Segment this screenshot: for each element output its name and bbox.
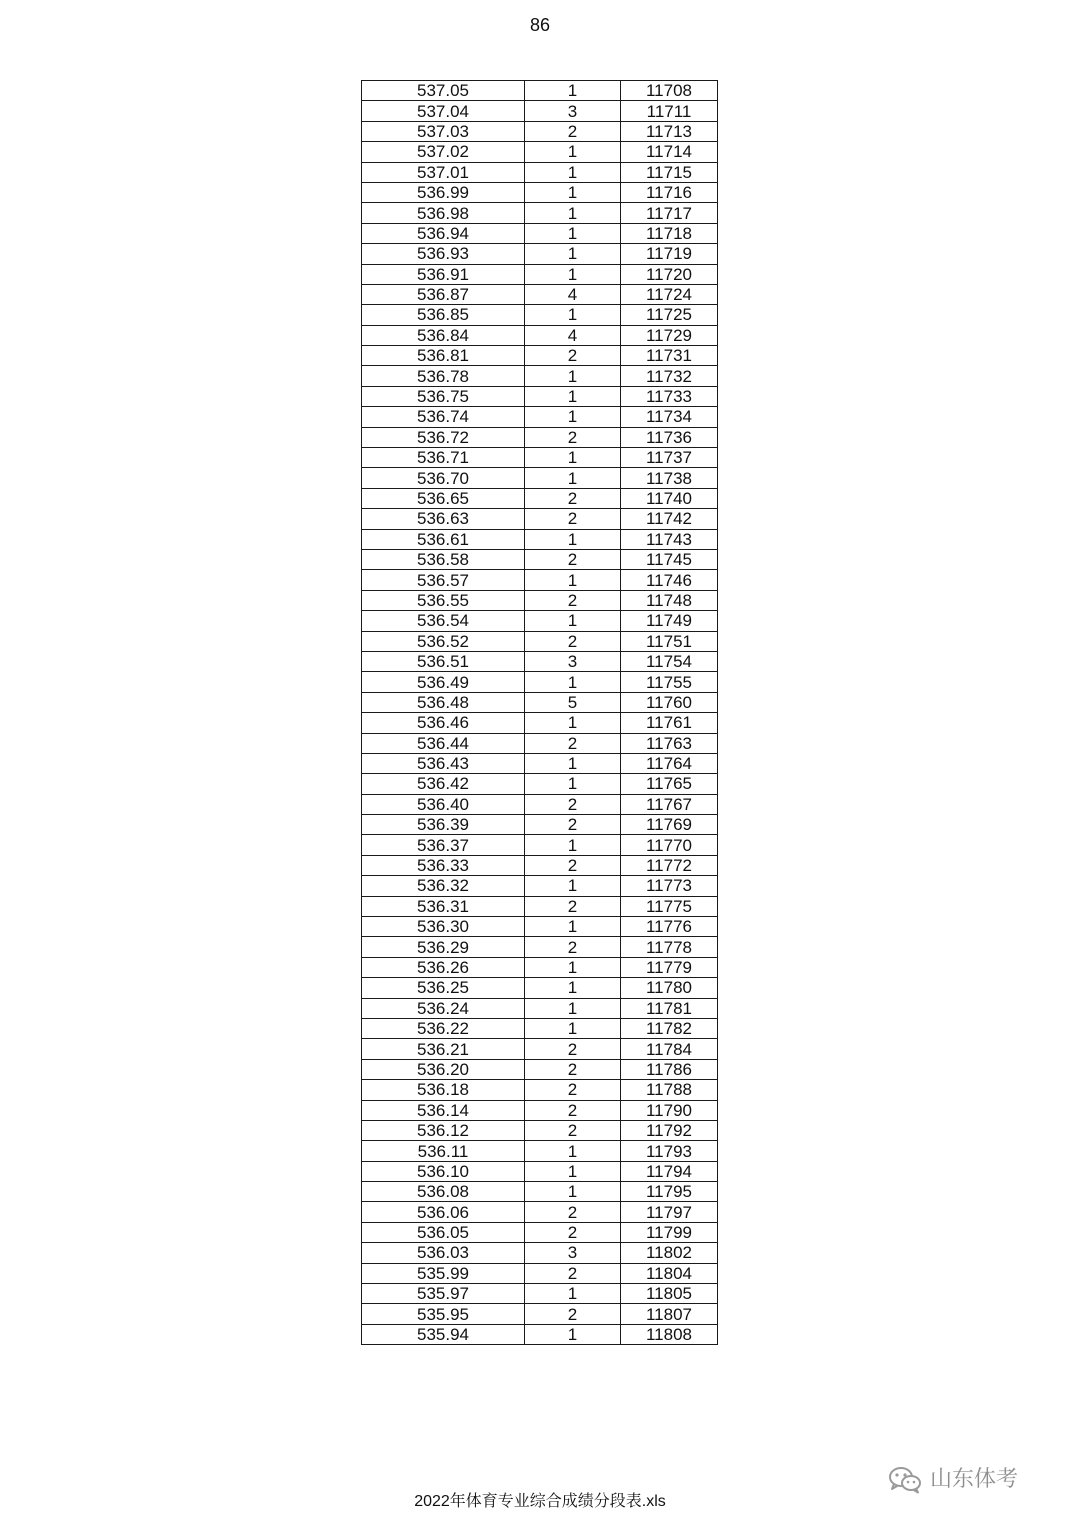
score-cell: 536.84 — [362, 325, 525, 345]
table-row — [362, 876, 718, 896]
table-row — [362, 570, 718, 590]
table-row — [362, 774, 718, 794]
table-row — [362, 1039, 718, 1059]
count-cell: 2 — [525, 1100, 621, 1120]
count-cell: 2 — [525, 590, 621, 610]
score-cell: 536.65 — [362, 488, 525, 508]
score-cell: 536.74 — [362, 407, 525, 427]
page-number: 86 — [529, 15, 551, 35]
table-row — [362, 448, 718, 468]
cumulative-cell: 11794 — [621, 1161, 718, 1181]
cumulative-cell: 11786 — [621, 1059, 718, 1079]
cumulative-cell: 11717 — [621, 203, 718, 223]
cumulative-cell: 11764 — [621, 753, 718, 773]
cumulative-cell: 11770 — [621, 835, 718, 855]
score-cell: 536.18 — [362, 1080, 525, 1100]
cumulative-cell: 11738 — [621, 468, 718, 488]
table-row — [362, 631, 718, 651]
score-cell: 536.54 — [362, 611, 525, 631]
count-cell: 1 — [525, 1161, 621, 1181]
score-cell: 536.87 — [362, 284, 525, 304]
cumulative-cell: 11807 — [621, 1304, 718, 1324]
count-cell: 2 — [525, 1059, 621, 1079]
table-row — [362, 121, 718, 141]
table-row — [362, 794, 718, 814]
count-cell: 5 — [525, 692, 621, 712]
table-row — [362, 672, 718, 692]
cumulative-cell: 11734 — [621, 407, 718, 427]
cumulative-cell: 11720 — [621, 264, 718, 284]
count-cell: 1 — [525, 182, 621, 202]
count-cell: 2 — [525, 1039, 621, 1059]
score-cell: 536.21 — [362, 1039, 525, 1059]
table-row — [362, 1222, 718, 1242]
count-cell: 2 — [525, 1222, 621, 1242]
score-cell: 536.05 — [362, 1222, 525, 1242]
score-cell: 536.52 — [362, 631, 525, 651]
count-cell: 1 — [525, 529, 621, 549]
table-row — [362, 386, 718, 406]
table-row — [362, 1284, 718, 1304]
score-cell: 536.31 — [362, 896, 525, 916]
cumulative-cell: 11742 — [621, 509, 718, 529]
count-cell: 1 — [525, 264, 621, 284]
cumulative-cell: 11772 — [621, 855, 718, 875]
score-distribution-table — [361, 80, 718, 1345]
count-cell: 1 — [525, 917, 621, 937]
score-cell: 536.22 — [362, 1018, 525, 1038]
cumulative-cell: 11760 — [621, 692, 718, 712]
count-cell: 1 — [525, 162, 621, 182]
count-cell: 2 — [525, 121, 621, 141]
count-cell: 1 — [525, 570, 621, 590]
score-cell: 536.40 — [362, 794, 525, 814]
count-cell: 1 — [525, 223, 621, 243]
count-cell: 1 — [525, 672, 621, 692]
table-row — [362, 978, 718, 998]
table-row — [362, 1324, 718, 1344]
cumulative-cell: 11751 — [621, 631, 718, 651]
score-cell: 537.05 — [362, 81, 525, 101]
count-cell: 1 — [525, 142, 621, 162]
cumulative-cell: 11731 — [621, 346, 718, 366]
count-cell: 1 — [525, 998, 621, 1018]
table-row — [362, 529, 718, 549]
table-row — [362, 733, 718, 753]
score-cell: 536.30 — [362, 917, 525, 937]
score-cell: 535.95 — [362, 1304, 525, 1324]
table-row — [362, 1182, 718, 1202]
table-row — [362, 488, 718, 508]
count-cell: 1 — [525, 468, 621, 488]
score-cell: 536.33 — [362, 855, 525, 875]
count-cell: 1 — [525, 611, 621, 631]
count-cell: 1 — [525, 1284, 621, 1304]
count-cell: 1 — [525, 366, 621, 386]
cumulative-cell: 11781 — [621, 998, 718, 1018]
score-cell: 536.61 — [362, 529, 525, 549]
count-cell: 1 — [525, 1018, 621, 1038]
cumulative-cell: 11748 — [621, 590, 718, 610]
count-cell: 2 — [525, 937, 621, 957]
cumulative-cell: 11711 — [621, 101, 718, 121]
count-cell: 1 — [525, 305, 621, 325]
score-cell: 536.11 — [362, 1141, 525, 1161]
count-cell: 1 — [525, 957, 621, 977]
count-cell: 2 — [525, 1080, 621, 1100]
cumulative-cell: 11776 — [621, 917, 718, 937]
score-cell: 536.37 — [362, 835, 525, 855]
score-cell: 537.04 — [362, 101, 525, 121]
table-row — [362, 713, 718, 733]
score-cell: 536.10 — [362, 1161, 525, 1181]
cumulative-cell: 11740 — [621, 488, 718, 508]
table-row — [362, 407, 718, 427]
score-cell: 536.20 — [362, 1059, 525, 1079]
score-cell: 536.44 — [362, 733, 525, 753]
table-row — [362, 835, 718, 855]
score-cell: 536.12 — [362, 1120, 525, 1140]
table-row — [362, 1202, 718, 1222]
count-cell: 1 — [525, 244, 621, 264]
cumulative-cell: 11716 — [621, 182, 718, 202]
cumulative-cell: 11767 — [621, 794, 718, 814]
count-cell: 2 — [525, 1304, 621, 1324]
cumulative-cell: 11765 — [621, 774, 718, 794]
table-row — [362, 203, 718, 223]
cumulative-cell: 11745 — [621, 549, 718, 569]
count-cell: 2 — [525, 1263, 621, 1283]
count-cell: 1 — [525, 1324, 621, 1344]
score-cell: 536.81 — [362, 346, 525, 366]
table-row — [362, 1018, 718, 1038]
cumulative-cell: 11743 — [621, 529, 718, 549]
count-cell: 1 — [525, 1182, 621, 1202]
table-row — [362, 590, 718, 610]
score-cell: 535.97 — [362, 1284, 525, 1304]
count-cell: 1 — [525, 753, 621, 773]
cumulative-cell: 11746 — [621, 570, 718, 590]
table-row — [362, 509, 718, 529]
table-row — [362, 468, 718, 488]
score-cell: 536.57 — [362, 570, 525, 590]
count-cell: 2 — [525, 346, 621, 366]
table-row — [362, 917, 718, 937]
score-cell: 536.63 — [362, 509, 525, 529]
cumulative-cell: 11737 — [621, 448, 718, 468]
table-row — [362, 325, 718, 345]
count-cell: 2 — [525, 815, 621, 835]
score-cell: 536.24 — [362, 998, 525, 1018]
cumulative-cell: 11802 — [621, 1243, 718, 1263]
count-cell: 2 — [525, 1120, 621, 1140]
table-row — [362, 815, 718, 835]
count-cell: 1 — [525, 774, 621, 794]
score-cell: 536.51 — [362, 651, 525, 671]
table-row — [362, 366, 718, 386]
cumulative-cell: 11725 — [621, 305, 718, 325]
score-cell: 536.72 — [362, 427, 525, 447]
table-row — [362, 651, 718, 671]
cumulative-cell: 11769 — [621, 815, 718, 835]
score-cell: 535.99 — [362, 1263, 525, 1283]
count-cell: 2 — [525, 509, 621, 529]
table-row — [362, 182, 718, 202]
count-cell: 1 — [525, 978, 621, 998]
score-cell: 536.14 — [362, 1100, 525, 1120]
score-cell: 536.46 — [362, 713, 525, 733]
cumulative-cell: 11755 — [621, 672, 718, 692]
cumulative-cell: 11718 — [621, 223, 718, 243]
table-row — [362, 692, 718, 712]
table-row — [362, 101, 718, 121]
cumulative-cell: 11804 — [621, 1263, 718, 1283]
score-cell: 536.93 — [362, 244, 525, 264]
table-row — [362, 998, 718, 1018]
score-cell: 536.06 — [362, 1202, 525, 1222]
score-cell: 536.94 — [362, 223, 525, 243]
cumulative-cell: 11708 — [621, 81, 718, 101]
score-cell: 536.08 — [362, 1182, 525, 1202]
score-cell: 535.94 — [362, 1324, 525, 1344]
score-cell: 536.99 — [362, 182, 525, 202]
score-cell: 536.49 — [362, 672, 525, 692]
cumulative-cell: 11782 — [621, 1018, 718, 1038]
table-row — [362, 284, 718, 304]
score-cell: 536.98 — [362, 203, 525, 223]
cumulative-cell: 11784 — [621, 1039, 718, 1059]
count-cell: 3 — [525, 101, 621, 121]
cumulative-cell: 11724 — [621, 284, 718, 304]
table-row — [362, 855, 718, 875]
cumulative-cell: 11761 — [621, 713, 718, 733]
score-table-body — [362, 81, 718, 1345]
count-cell: 2 — [525, 427, 621, 447]
score-cell: 536.85 — [362, 305, 525, 325]
score-cell: 536.58 — [362, 549, 525, 569]
score-cell: 536.91 — [362, 264, 525, 284]
cumulative-cell: 11763 — [621, 733, 718, 753]
cumulative-cell: 11797 — [621, 1202, 718, 1222]
table-row — [362, 264, 718, 284]
table-row — [362, 611, 718, 631]
table-row — [362, 1059, 718, 1079]
cumulative-cell: 11732 — [621, 366, 718, 386]
count-cell: 2 — [525, 733, 621, 753]
cumulative-cell: 11780 — [621, 978, 718, 998]
score-cell: 536.25 — [362, 978, 525, 998]
count-cell: 2 — [525, 855, 621, 875]
watermark-text: 山东体考 — [930, 1467, 1019, 1492]
table-row — [362, 346, 718, 366]
cumulative-cell: 11749 — [621, 611, 718, 631]
table-row — [362, 753, 718, 773]
score-cell: 536.43 — [362, 753, 525, 773]
count-cell: 2 — [525, 1202, 621, 1222]
count-cell: 1 — [525, 448, 621, 468]
count-cell: 3 — [525, 651, 621, 671]
count-cell: 2 — [525, 488, 621, 508]
score-cell: 536.55 — [362, 590, 525, 610]
score-cell: 537.01 — [362, 162, 525, 182]
table-row — [362, 427, 718, 447]
table-row — [362, 1100, 718, 1120]
cumulative-cell: 11788 — [621, 1080, 718, 1100]
cumulative-cell: 11795 — [621, 1182, 718, 1202]
count-cell: 1 — [525, 876, 621, 896]
table-row — [362, 1141, 718, 1161]
cumulative-cell: 11773 — [621, 876, 718, 896]
score-cell: 537.03 — [362, 121, 525, 141]
count-cell: 2 — [525, 896, 621, 916]
score-cell: 536.71 — [362, 448, 525, 468]
table-row — [362, 1161, 718, 1181]
table-row — [362, 142, 718, 162]
score-cell: 536.29 — [362, 937, 525, 957]
table-row — [362, 305, 718, 325]
count-cell: 1 — [525, 386, 621, 406]
score-cell: 536.26 — [362, 957, 525, 977]
cumulative-cell: 11790 — [621, 1100, 718, 1120]
cumulative-cell: 11778 — [621, 937, 718, 957]
cumulative-cell: 11792 — [621, 1120, 718, 1140]
table-row — [362, 244, 718, 264]
cumulative-cell: 11775 — [621, 896, 718, 916]
count-cell: 2 — [525, 631, 621, 651]
score-cell: 536.75 — [362, 386, 525, 406]
score-cell: 536.39 — [362, 815, 525, 835]
cumulative-cell: 11793 — [621, 1141, 718, 1161]
cumulative-cell: 11799 — [621, 1222, 718, 1242]
count-cell: 3 — [525, 1243, 621, 1263]
score-cell: 537.02 — [362, 142, 525, 162]
table-row — [362, 957, 718, 977]
score-cell: 536.42 — [362, 774, 525, 794]
count-cell: 1 — [525, 713, 621, 733]
cumulative-cell: 11713 — [621, 121, 718, 141]
count-cell: 1 — [525, 835, 621, 855]
count-cell: 2 — [525, 794, 621, 814]
table-row — [362, 896, 718, 916]
footer-filename: 2022年体育专业综合成绩分段表.xls — [414, 1493, 666, 1510]
score-cell: 536.03 — [362, 1243, 525, 1263]
count-cell: 2 — [525, 549, 621, 569]
count-cell: 4 — [525, 325, 621, 345]
cumulative-cell: 11808 — [621, 1324, 718, 1344]
score-cell: 536.70 — [362, 468, 525, 488]
cumulative-cell: 11754 — [621, 651, 718, 671]
cumulative-cell: 11729 — [621, 325, 718, 345]
table-row — [362, 1243, 718, 1263]
table-row — [362, 937, 718, 957]
cumulative-cell: 11714 — [621, 142, 718, 162]
table-row — [362, 1120, 718, 1140]
cumulative-cell: 11715 — [621, 162, 718, 182]
cumulative-cell: 11719 — [621, 244, 718, 264]
cumulative-cell: 11733 — [621, 386, 718, 406]
count-cell: 1 — [525, 1141, 621, 1161]
count-cell: 1 — [525, 81, 621, 101]
score-cell: 536.32 — [362, 876, 525, 896]
score-cell: 536.78 — [362, 366, 525, 386]
table-row — [362, 223, 718, 243]
table-row — [362, 549, 718, 569]
count-cell: 1 — [525, 407, 621, 427]
table-row — [362, 1080, 718, 1100]
score-cell: 536.48 — [362, 692, 525, 712]
table-row — [362, 1263, 718, 1283]
count-cell: 1 — [525, 203, 621, 223]
count-cell: 4 — [525, 284, 621, 304]
cumulative-cell: 11805 — [621, 1284, 718, 1304]
cumulative-cell: 11779 — [621, 957, 718, 977]
table-row — [362, 1304, 718, 1324]
cumulative-cell: 11736 — [621, 427, 718, 447]
table-row — [362, 162, 718, 182]
table-row — [362, 81, 718, 101]
